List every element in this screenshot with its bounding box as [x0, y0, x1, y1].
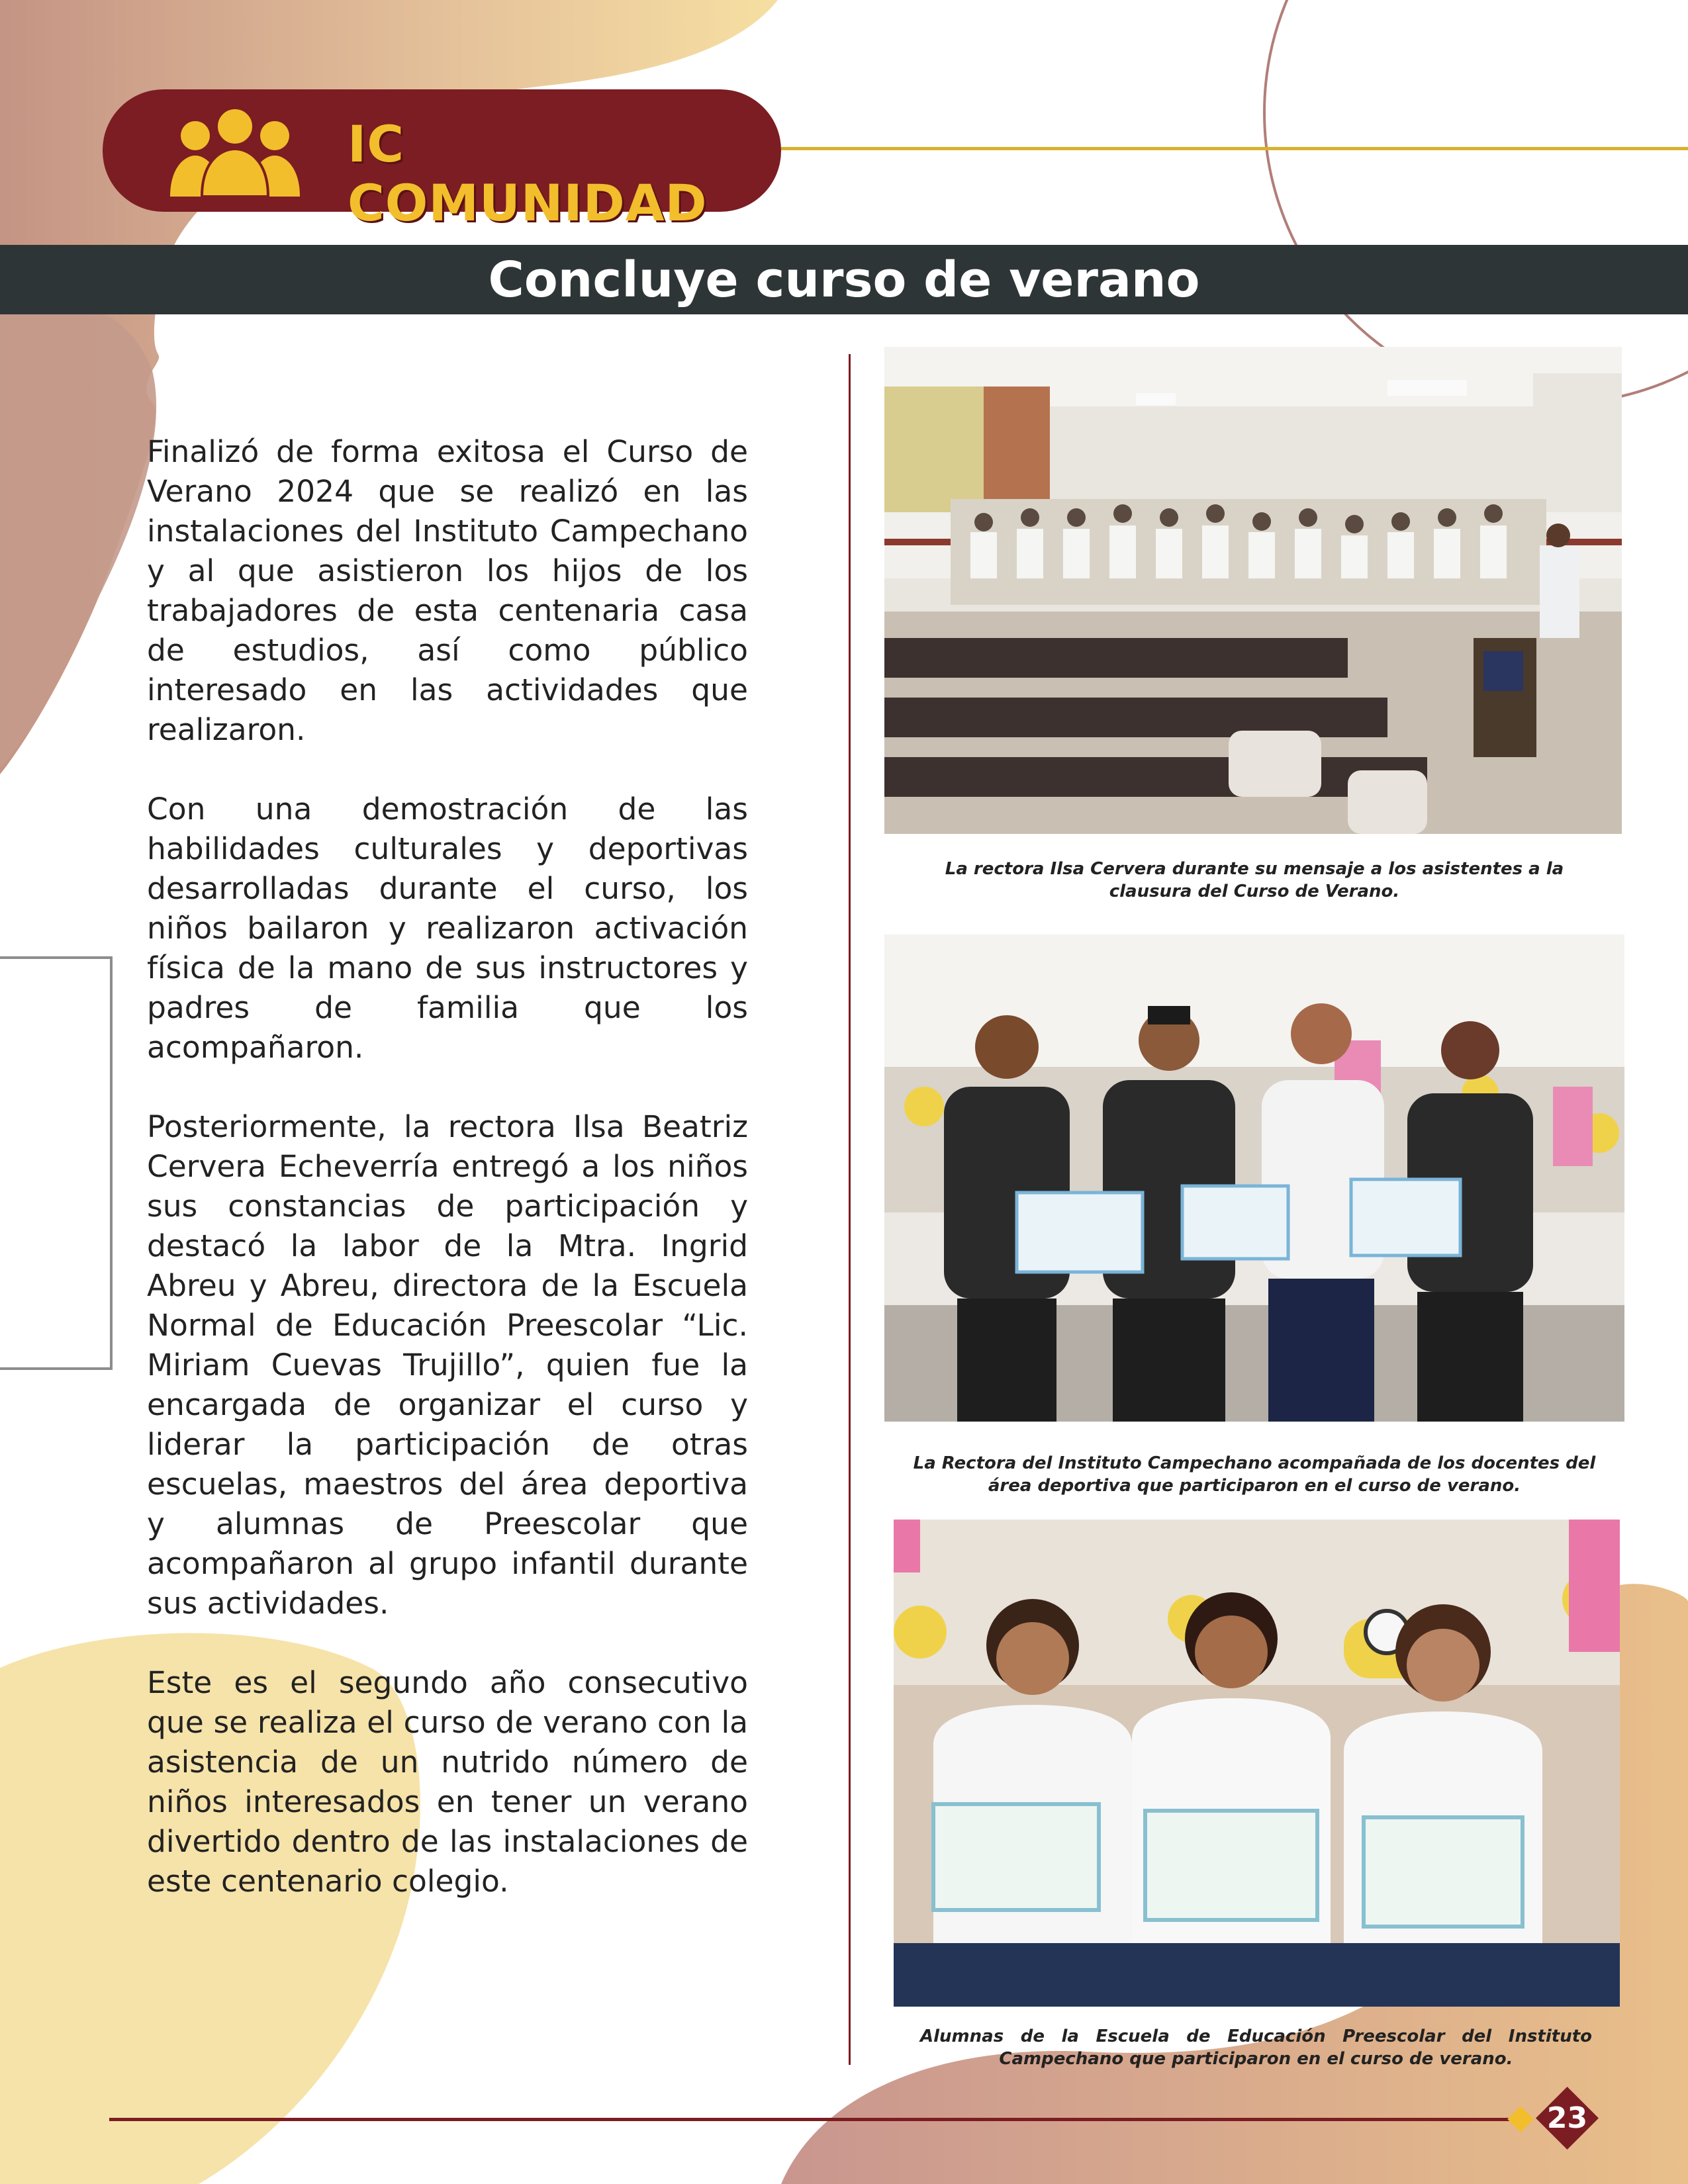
page-number: 23: [1546, 2101, 1588, 2135]
column-divider: [849, 354, 851, 2065]
header-rule: [781, 147, 1688, 150]
photo-students: [894, 1520, 1620, 2007]
title-bar: [0, 245, 1688, 314]
photo-caption: Alumnas de la Escuela de Educación Preescolar del Instituto Campechano que participaron en el curso de verano.: [920, 2026, 1592, 2069]
paragraph: Con una demostración de las habilidades culturales y deportivas desarrolladas durante el curso, los niños bailaron y realizaron activación física de la mano de sus instructores y padres de familia que los acompañaron.: [147, 792, 748, 1065]
section-title: IC COMUNIDAD: [348, 114, 708, 232]
section-tag: [103, 89, 781, 232]
paragraph: Posteriormente, la rectora Ilsa Beatriz Cervera Echeverría entregó a los niños sus constancias de participación y destacó la labor de la Mtra. Ingrid Abreu y Abreu, directora de la Escuela Normal de Educación Preescolar “Lic. Miriam Cuevas Trujillo”, quien fue la encargada de organizar el curso y liderar la participación de otras escuelas, maestros del área deportiva y alumnas de Preescolar que acompañaron al grupo infantil durante sus actividades.: [147, 1109, 748, 1621]
paragraph: Finalizó de forma exitosa el Curso de Verano 2024 que se realizó en las instalaciones del Instituto Campechano y al que asistieron los hijos de los trabajadores de esta centenaria casa de estudios, así como público interesado en las actividades que realizaron.: [147, 434, 748, 747]
people-group-icon: [169, 104, 301, 197]
footer-rule: [109, 2118, 1519, 2121]
article-body: [147, 432, 748, 1941]
photo-caption: La Rectora del Instituto Campechano acompañada de los docentes del área deportiva que participaron en el curso de verano.: [913, 1453, 1596, 1496]
photo-instructors: [884, 934, 1624, 1422]
decorative-bracket: [0, 956, 113, 1370]
paragraph: Este es el segundo año consecutivo que se realiza el curso de verano con la asistencia de un nutrido número de niños interesados en tener un verano divertido dentro de las instalaciones de este centenario colegio.: [147, 1665, 748, 1899]
article-title: Concluye curso de verano: [488, 251, 1200, 308]
photo-auditorium: [884, 347, 1622, 834]
photo-caption: La rectora Ilsa Cervera durante su mensaje a los asistentes a la clausura del Curso de Verano.: [945, 859, 1564, 901]
